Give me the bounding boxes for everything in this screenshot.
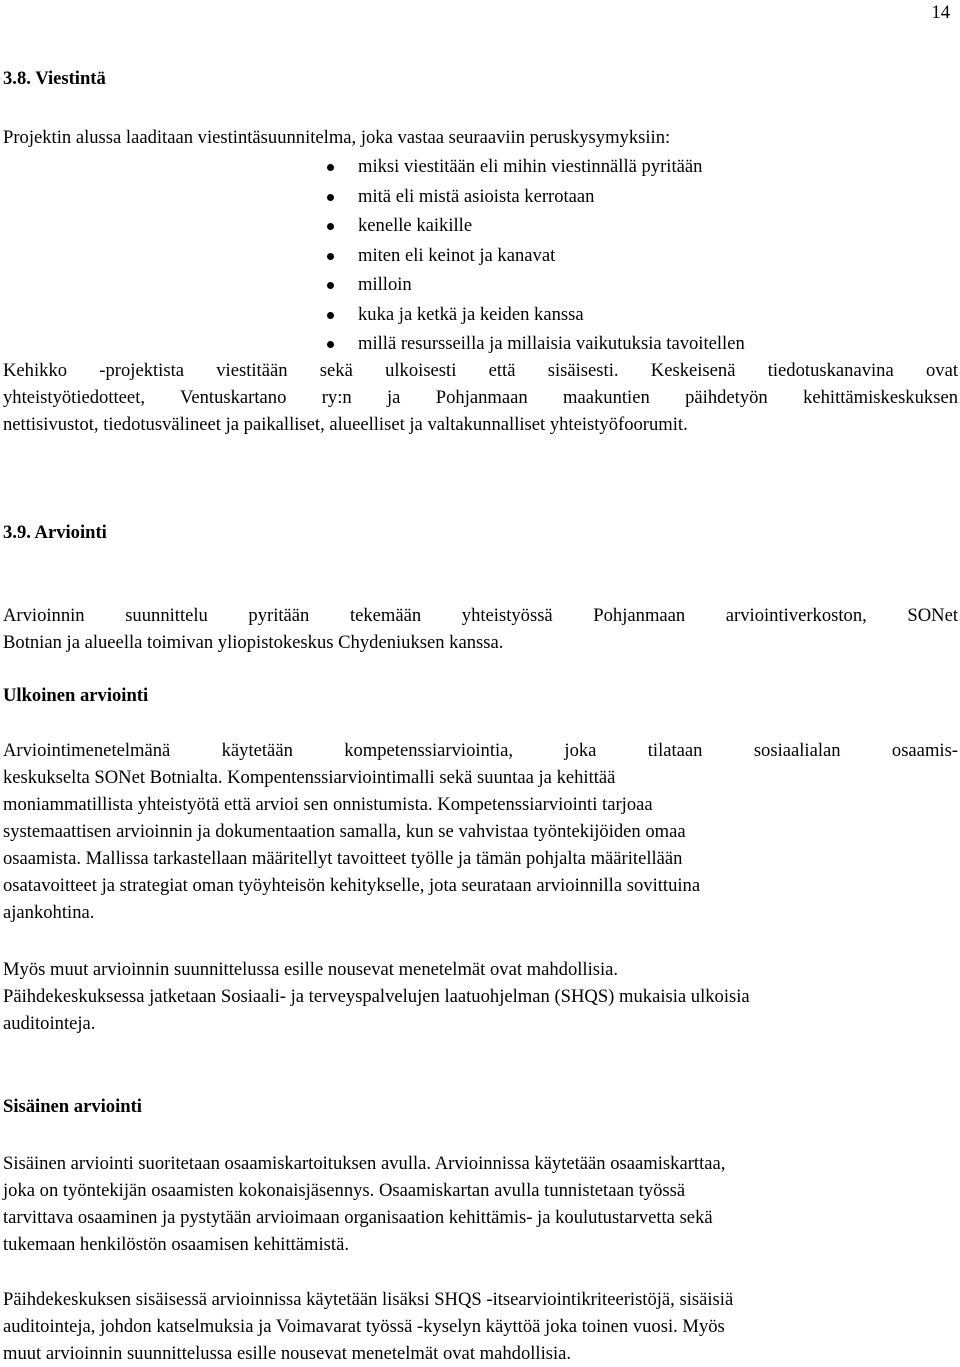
bullet-icon	[327, 341, 334, 348]
list-item-text: miksi viestitään eli mihin viestinnällä pyritään	[358, 156, 703, 177]
paragraph-line: osatavoitteet ja strategiat oman työyhteisön kehitykselle, jota seurataan arvioinnilla sovittuina	[3, 875, 701, 896]
sisainen-paragraph-1	[3, 1150, 958, 1258]
paragraph-line: joka on työntekijän osaamisten kokonaisjäsennys. Osaamiskartan avulla tunnistetaan työssä	[3, 1180, 686, 1201]
paragraph-line: muut arvioinnin suunnittelussa esille nousevat menetelmät ovat mahdollisia.	[3, 1343, 572, 1364]
paragraph-line: tarvittava osaaminen ja pystytään arvioimaan organisaation kehittämis- ja koulutustarvetta sekä	[3, 1207, 713, 1228]
list-item	[3, 152, 745, 182]
paragraph-line: Myös muut arvioinnin suunnittelussa esille nousevat menetelmät ovat mahdollisia.	[3, 959, 619, 980]
list-item	[3, 211, 745, 241]
paragraph-line: Päihdekeskuksessa jatketaan Sosiaali- ja terveyspalvelujen laatuohjelman (SHQS) mukaisia ulkoisia	[3, 986, 750, 1007]
subheading-ulkoinen-arviointi: Ulkoinen arviointi	[3, 685, 149, 706]
list-item	[3, 329, 745, 359]
bullet-icon	[327, 194, 334, 201]
arviointi-paragraph	[3, 602, 958, 656]
paragraph-line: Botnian ja alueella toimivan yliopistokeskus Chydeniuksen kanssa.	[3, 632, 504, 653]
paragraph-line: auditointeja, johdon katselmuksia ja Voimavarat työssä -kyselyn käyttöä joka toinen vuosi. Myös	[3, 1316, 725, 1337]
sisainen-paragraph-2	[3, 1286, 958, 1367]
paragraph-line: ajankohtina.	[3, 902, 95, 923]
ulkoinen-paragraph-2	[3, 956, 958, 1037]
paragraph-line: Arvioinnin suunnittelu pyritään tekemään yhteistyössä Pohjanmaan arviointiverkoston, SONet	[3, 605, 958, 626]
list-item	[3, 270, 745, 300]
paragraph-line: systemaattisen arvioinnin ja dokumentaation samalla, kun se vahvistaa työntekijöiden omaa	[3, 821, 686, 842]
paragraph-line: keskukselta SONet Botnialta. Kompentenssiarviointimalli sekä suuntaa ja kehittää	[3, 767, 616, 788]
page-number: 14	[931, 2, 950, 23]
section-heading-viestinta: 3.8. Viestintä	[3, 68, 106, 89]
list-item-text: mitä eli mistä asioista kerrotaan	[358, 185, 595, 207]
list-item	[3, 241, 745, 271]
paragraph-line: yhteistyötiedotteet, Ventuskartano ry:n ja Pohjanmaan maakuntien päihdetyön kehittämiskeskuksen	[3, 387, 958, 408]
paragraph-line: Sisäinen arviointi suoritetaan osaamiskartoituksen avulla. Arvioinnissa käytetään osaamiskarttaa,	[3, 1153, 726, 1174]
viestinta-paragraph	[3, 357, 958, 438]
paragraph-line: tukemaan henkilöstön osaamisen kehittämistä.	[3, 1234, 349, 1255]
paragraph-line: auditointeja.	[3, 1013, 96, 1034]
viestinta-intro	[3, 124, 958, 151]
bullet-icon	[327, 164, 334, 171]
bullet-icon	[327, 312, 334, 319]
bullet-icon	[327, 282, 334, 289]
paragraph-line: Päihdekeskuksen sisäisessä arvioinnissa käytetään lisäksi SHQS -itsearviointikriteeristöjä, sisäisiä	[3, 1289, 734, 1310]
viestinta-intro-line: Projektin alussa laaditaan viestintäsuunnitelma, joka vastaa seuraaviin peruskysymyksiin:	[3, 127, 671, 148]
section-heading-arviointi: 3.9. Arviointi	[3, 522, 107, 543]
subheading-sisainen-arviointi: Sisäinen arviointi	[3, 1096, 142, 1117]
list-item	[3, 300, 745, 330]
list-item-text: kenelle kaikille	[358, 215, 473, 236]
list-item-text: miten eli keinot ja kanavat	[358, 244, 556, 266]
bullet-icon	[327, 223, 334, 230]
paragraph-line: moniammatillista yhteistyötä että arvioi sen onnistumista. Kompetenssiarviointi tarjoaa	[3, 794, 653, 815]
list-item	[3, 182, 745, 212]
ulkoinen-paragraph-1	[3, 737, 958, 926]
list-item-text: millä resursseilla ja millaisia vaikutuksia tavoitellen	[358, 333, 745, 354]
paragraph-line: osaamista. Mallissa tarkastellaan määritellyt tavoitteet työlle ja tämän pohjalta määritellään	[3, 848, 683, 869]
paragraph-line: nettisivustot, tiedotusvälineet ja paikalliset, alueelliset ja valtakunnalliset yhteistyöfoorumit.	[3, 414, 688, 435]
paragraph-line: Kehikko -projektista viestitään sekä ulkoisesti että sisäisesti. Keskeisenä tiedotuskanavina ovat	[3, 360, 958, 381]
viestinta-question-list	[3, 152, 745, 359]
list-item-text: kuka ja ketkä ja keiden kanssa	[358, 303, 584, 325]
list-item-text: milloin	[358, 274, 412, 295]
paragraph-line: Arviointimenetelmänä käytetään kompetenssiarviointia, joka tilataan sosiaalialan osaamis-	[3, 740, 958, 761]
bullet-icon	[327, 253, 334, 260]
